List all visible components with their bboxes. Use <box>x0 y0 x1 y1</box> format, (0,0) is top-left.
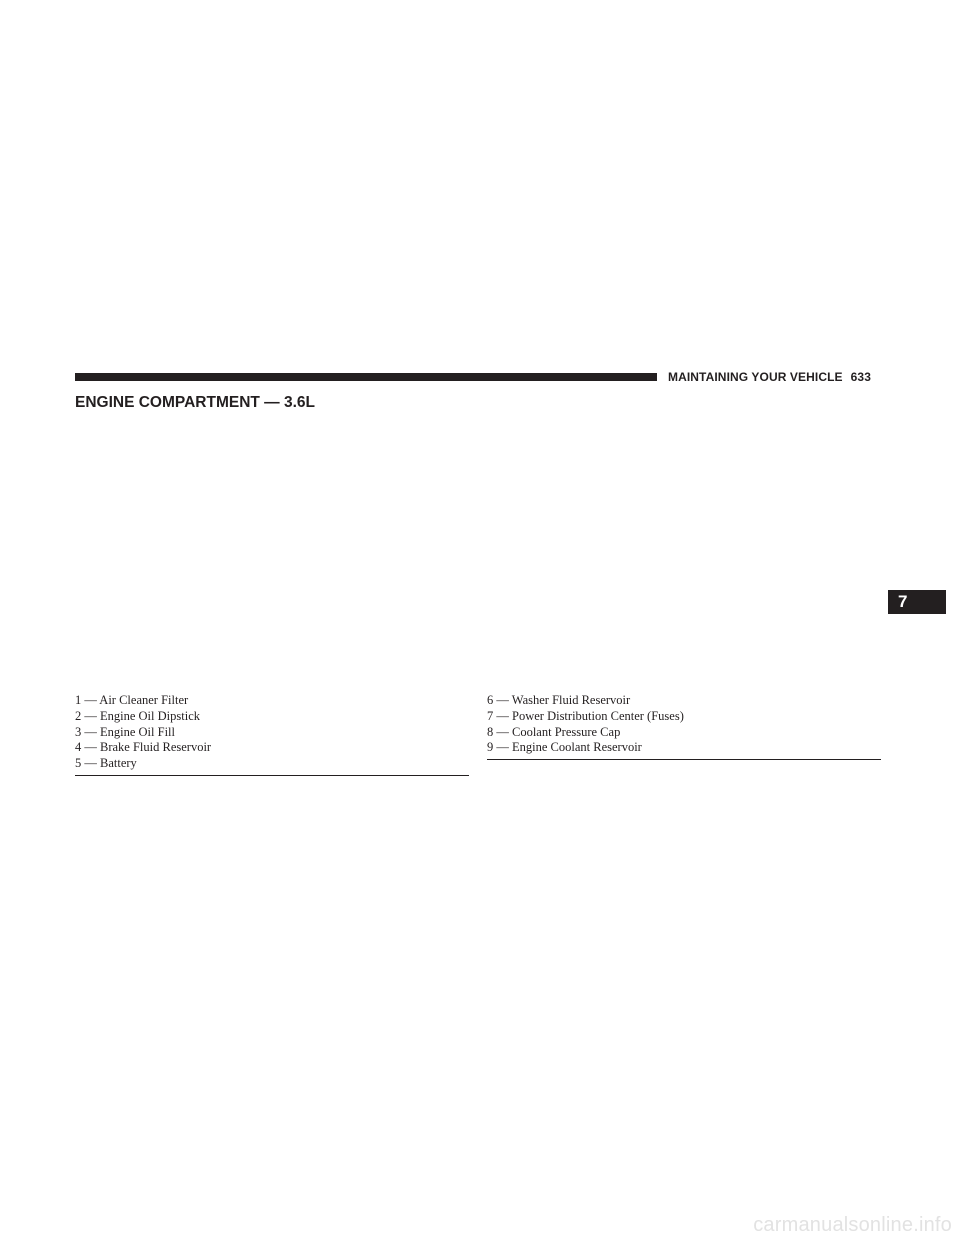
chapter-tab <box>888 590 946 614</box>
chapter-number: 7 <box>898 592 908 611</box>
section-title: ENGINE COMPARTMENT — 3.6L <box>75 394 315 411</box>
page-number: 633 <box>850 370 871 384</box>
legend-item: 7 — Power Distribution Center (Fuses) <box>487 708 684 723</box>
legend-right-column <box>487 693 881 760</box>
legend-item: 8 — Coolant Pressure Cap <box>487 724 621 739</box>
legend-item: 1 — Air Cleaner Filter <box>75 693 189 707</box>
watermark: carmanualsonline.info <box>753 1214 952 1236</box>
legend-item: 4 — Brake Fluid Reservoir <box>75 740 212 755</box>
legend-item: 9 — Engine Coolant Reservoir <box>487 740 642 755</box>
legend-left-column <box>75 693 469 776</box>
running-header <box>668 370 871 384</box>
header-rule-bar <box>75 373 657 381</box>
legend-item: 3 — Engine Oil Fill <box>75 724 175 739</box>
running-header-title: MAINTAINING YOUR VEHICLE <box>668 370 843 384</box>
legend-item: 2 — Engine Oil Dipstick <box>75 708 200 723</box>
legend-item: 6 — Washer Fluid Reservoir <box>487 693 631 707</box>
legend-item: 5 — Battery <box>75 756 137 771</box>
